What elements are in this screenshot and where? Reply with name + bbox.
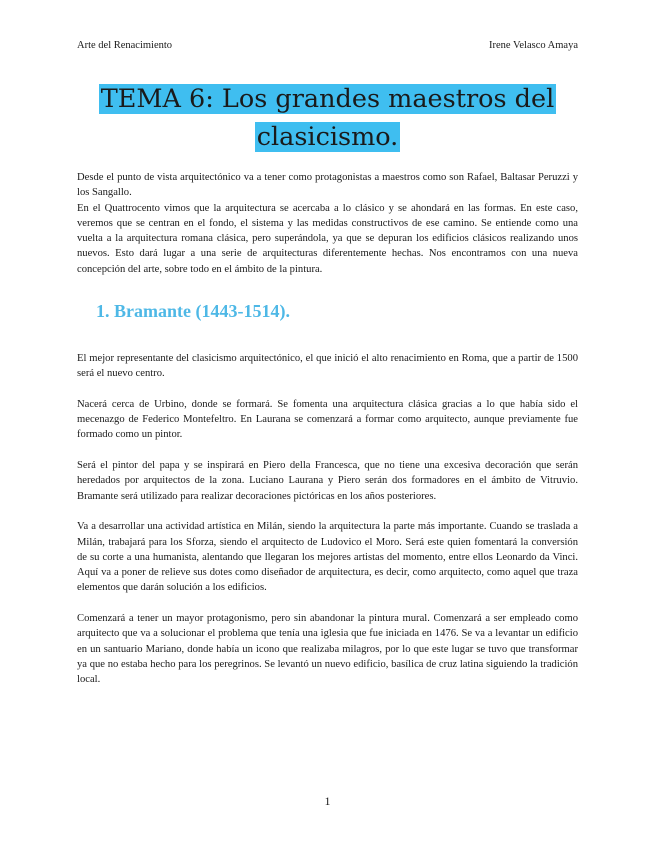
intro-paragraph-2: En el Quattrocento vimos que la arquitectura se acercaba a lo clásico y se ahondará en las formas. En este caso, veremos que se centran en el fondo, el sistema y las medidas constructivos de ese camino. Se entiende como una vuelta a la arquitectura romana clásica, pero superándola, ya que se depuran los edificios clásicos realizando unos nuevos. Esto dará lugar a una serie de arquitecturas diferentemente hechas. Nos encontramos con una nueva concepción del arte, sobre todo en el ámbito de la pintura. (77, 202, 578, 275)
intro-paragraph-1: Desde el punto de vista arquitectónico va a tener como protagonistas a maestros como son Rafael, Baltasar Peruzzi y los Sangallo. (77, 172, 578, 199)
page-number: 1 (324, 794, 331, 808)
section-number: 1. (96, 301, 110, 321)
body-paragraph-3: Será el pintor del papa y se inspirará en Piero della Francesca, que no tiene una excesiva decoración que serán heredados por arquitectos de la zona. Luciano Laurana y Piero serán dos formadores en el ámbito de Vitruvio. Bramante será utilizado para realizar decoraciones pictóricas en los años posteriores. (77, 460, 578, 502)
body-paragraph-2: Nacerá cerca de Urbino, donde se formará. Se fomenta una arquitectura clásica gracias a lo que había sido el mecenazgo de Federico Montefeltro. En Laurana se comenzará a formar como arquitecto, aunque previamente fue formado como un pintor. (77, 398, 578, 441)
title-line-2: clasicismo. (256, 122, 399, 152)
body-paragraph-5: Comenzará a tener un mayor protagonismo, pero sin abandonar la pintura mural. Comenzará a ser empleado como arquitecto que va a solucionar el problema que tenía una iglesia que fue iniciada en 1476. Se va a levantar un edificio en un santuario Mariano, donde había un icono que realizaba milagros, por lo que este lugar se tuvo que transformar ya que no estaba hecho para los peregrinos. Se levantó un nuevo edificio, basílica de cruz latina siguiendo la tradición local. (77, 613, 578, 686)
header-left: Arte del Renacimiento (77, 40, 173, 51)
body-paragraph-1: El mejor representante del clasicismo arquitectónico, el que inició el alto renacimiento en Roma, que a partir de 1500 será el nuevo centro. (77, 353, 578, 380)
page-header (77, 40, 578, 51)
section-heading (96, 301, 290, 322)
header-right: Irene Velasco Amaya (488, 40, 578, 51)
section-title-text: Bramante (1443-1514). (114, 301, 290, 321)
body-paragraph-4: Va a desarrollar una actividad artística en Milán, siendo la arquitectura la parte más importante. Cuando se traslada a Milán, trabajará para los Sforza, siendo el arquitecto de Ludovico el Moro. Será este quien fomentará la conversión de su corte a una humanista, alentando que llegaran los mejores artistas del momento, entre ellos Leonardo da Vinci. Aquí va a poner de relieve sus dotes como diseñador de arquitectura, es decir, como arquitecto, como aquel que traza elementos que darán solución a los edificios. (77, 521, 578, 594)
page-title (0, 80, 655, 156)
section-body (77, 351, 578, 703)
title-line-1: TEMA 6: Los grandes maestros del (100, 84, 555, 114)
intro-text (77, 170, 578, 277)
